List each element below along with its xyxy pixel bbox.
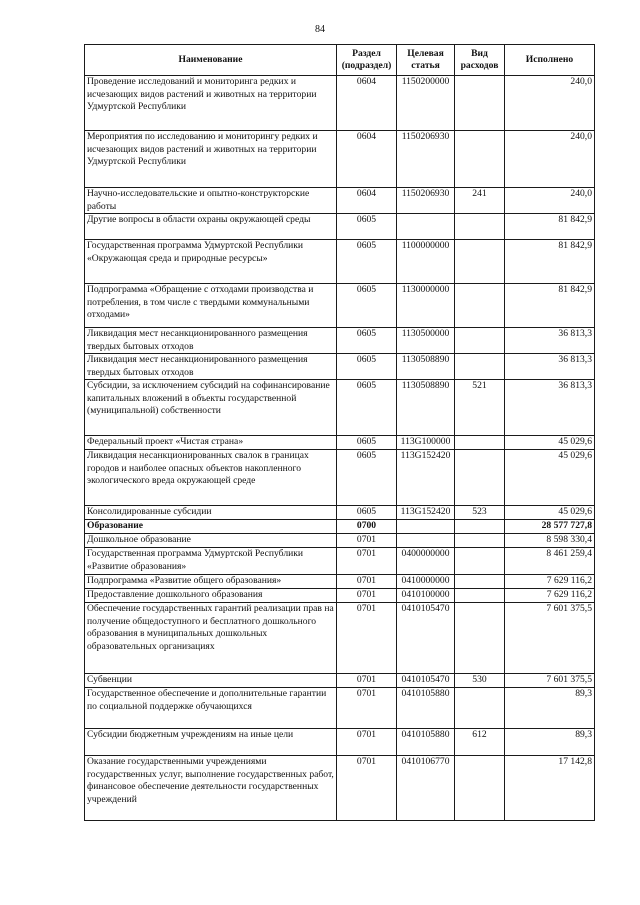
row-name: Ликвидация мест несанкционированного размещения твердых бытовых отходов bbox=[85, 328, 337, 354]
row-section: 0701 bbox=[337, 756, 397, 821]
row-section: 0605 bbox=[337, 436, 397, 450]
row-name: Научно-исследовательские и опытно-конструкторские работы bbox=[85, 188, 337, 214]
row-name: Государственная программа Удмуртской Республики «Окружающая среда и природные ресурсы» bbox=[85, 240, 337, 284]
row-kind bbox=[455, 240, 505, 284]
row-name: Подпрограмма «Развитие общего образования» bbox=[85, 575, 337, 589]
row-article: 0410105880 bbox=[397, 688, 455, 729]
row-name: Государственное обеспечение и дополнительные гарантии по социальной поддержке обучающихся bbox=[85, 688, 337, 729]
table-row bbox=[85, 520, 595, 534]
row-section: 0700 bbox=[337, 520, 397, 534]
row-value: 45 029,6 bbox=[505, 436, 595, 450]
row-article: 1130500000 bbox=[397, 328, 455, 354]
row-value: 8 598 330,4 bbox=[505, 534, 595, 548]
row-section: 0605 bbox=[337, 380, 397, 436]
table-row bbox=[85, 548, 595, 575]
row-name: Дошкольное образование bbox=[85, 534, 337, 548]
row-kind bbox=[455, 688, 505, 729]
row-section: 0604 bbox=[337, 131, 397, 188]
row-value: 36 813,3 bbox=[505, 380, 595, 436]
row-kind bbox=[455, 756, 505, 821]
row-value: 17 142,8 bbox=[505, 756, 595, 821]
column-header-section: Раздел (подраздел) bbox=[337, 45, 397, 76]
table-row bbox=[85, 729, 595, 756]
page-number: 84 bbox=[315, 24, 325, 35]
row-kind: 241 bbox=[455, 188, 505, 214]
row-section: 0605 bbox=[337, 328, 397, 354]
table-row bbox=[85, 354, 595, 380]
row-section: 0701 bbox=[337, 729, 397, 756]
row-kind bbox=[455, 548, 505, 575]
row-kind bbox=[455, 284, 505, 328]
table-row bbox=[85, 240, 595, 284]
row-kind bbox=[455, 436, 505, 450]
row-value: 36 813,3 bbox=[505, 354, 595, 380]
row-article bbox=[397, 520, 455, 534]
column-header-kind: Вид расходов bbox=[455, 45, 505, 76]
row-article: 0410105880 bbox=[397, 729, 455, 756]
column-header-value: Исполнено bbox=[505, 45, 595, 76]
row-name: Субвенции bbox=[85, 674, 337, 688]
row-value: 81 842,9 bbox=[505, 240, 595, 284]
row-section: 0701 bbox=[337, 534, 397, 548]
row-value: 81 842,9 bbox=[505, 284, 595, 328]
row-kind bbox=[455, 214, 505, 240]
row-value: 81 842,9 bbox=[505, 214, 595, 240]
row-section: 0701 bbox=[337, 674, 397, 688]
row-name: Консолидированные субсидии bbox=[85, 506, 337, 520]
row-value: 8 461 259,4 bbox=[505, 548, 595, 575]
row-article: 0410000000 bbox=[397, 575, 455, 589]
table-row bbox=[85, 328, 595, 354]
row-value: 240,0 bbox=[505, 188, 595, 214]
row-article: 1130508890 bbox=[397, 380, 455, 436]
row-article: 1150200000 bbox=[397, 76, 455, 131]
row-section: 0605 bbox=[337, 214, 397, 240]
table-row bbox=[85, 575, 595, 589]
row-value: 36 813,3 bbox=[505, 328, 595, 354]
table-row bbox=[85, 674, 595, 688]
row-name: Предоставление дошкольного образования bbox=[85, 589, 337, 603]
row-article: 0400000000 bbox=[397, 548, 455, 575]
row-name: Обеспечение государственных гарантий реализации прав на получение общедоступного и бесплатного дошкольного образования в муниципальных дошкольных образовательных организациях bbox=[85, 603, 337, 674]
row-kind: 612 bbox=[455, 729, 505, 756]
row-value: 28 577 727,8 bbox=[505, 520, 595, 534]
table-row bbox=[85, 534, 595, 548]
row-section: 0604 bbox=[337, 188, 397, 214]
budget-table bbox=[84, 44, 595, 821]
row-section: 0701 bbox=[337, 688, 397, 729]
row-name: Субсидии бюджетным учреждениям на иные цели bbox=[85, 729, 337, 756]
table-row bbox=[85, 603, 595, 674]
row-name: Ликвидация несанкционированных свалок в границах городов и наиболее опасных объектов накопленного экологического вреда окружающей среде bbox=[85, 450, 337, 506]
row-kind bbox=[455, 354, 505, 380]
row-value: 7 601 375,5 bbox=[505, 674, 595, 688]
table-row bbox=[85, 589, 595, 603]
row-name: Подпрограмма «Обращение с отходами производства и потребления, в том числе с твердыми коммунальными отходами» bbox=[85, 284, 337, 328]
row-article: 1130508890 bbox=[397, 354, 455, 380]
row-value: 7 629 116,2 bbox=[505, 575, 595, 589]
table-header-row bbox=[85, 45, 595, 76]
table-row bbox=[85, 756, 595, 821]
table-row bbox=[85, 284, 595, 328]
row-value: 45 029,6 bbox=[505, 506, 595, 520]
row-kind bbox=[455, 575, 505, 589]
table-row bbox=[85, 214, 595, 240]
row-section: 0701 bbox=[337, 575, 397, 589]
row-name: Мероприятия по исследованию и мониторингу редких и исчезающих видов растений и животных на территории Удмуртской Республики bbox=[85, 131, 337, 188]
row-value: 45 029,6 bbox=[505, 450, 595, 506]
row-name: Образование bbox=[85, 520, 337, 534]
row-article: 0410100000 bbox=[397, 589, 455, 603]
table-row bbox=[85, 188, 595, 214]
row-article: 1150206930 bbox=[397, 131, 455, 188]
row-name: Ликвидация мест несанкционированного размещения твердых бытовых отходов bbox=[85, 354, 337, 380]
row-value: 7 629 116,2 bbox=[505, 589, 595, 603]
table-row bbox=[85, 688, 595, 729]
table-row bbox=[85, 436, 595, 450]
row-section: 0605 bbox=[337, 354, 397, 380]
row-kind bbox=[455, 603, 505, 674]
table-row bbox=[85, 76, 595, 131]
row-kind bbox=[455, 520, 505, 534]
row-section: 0605 bbox=[337, 240, 397, 284]
row-article bbox=[397, 214, 455, 240]
row-kind bbox=[455, 450, 505, 506]
row-value: 240,0 bbox=[505, 131, 595, 188]
row-value: 89,3 bbox=[505, 688, 595, 729]
row-value: 7 601 375,5 bbox=[505, 603, 595, 674]
row-section: 0605 bbox=[337, 506, 397, 520]
row-section: 0701 bbox=[337, 548, 397, 575]
row-article: 1100000000 bbox=[397, 240, 455, 284]
row-article: 0410105470 bbox=[397, 674, 455, 688]
row-name: Другие вопросы в области охраны окружающей среды bbox=[85, 214, 337, 240]
row-value: 89,3 bbox=[505, 729, 595, 756]
row-kind bbox=[455, 534, 505, 548]
row-name: Государственная программа Удмуртской Республики «Развитие образования» bbox=[85, 548, 337, 575]
row-value: 240,0 bbox=[505, 76, 595, 131]
row-name: Проведение исследований и мониторинга редких и исчезающих видов растений и животных на территории Удмуртской Республики bbox=[85, 76, 337, 131]
table-row bbox=[85, 450, 595, 506]
row-kind: 521 bbox=[455, 380, 505, 436]
table-row bbox=[85, 380, 595, 436]
row-section: 0605 bbox=[337, 284, 397, 328]
row-section: 0701 bbox=[337, 589, 397, 603]
row-kind bbox=[455, 589, 505, 603]
row-article: 113G152420 bbox=[397, 450, 455, 506]
row-section: 0605 bbox=[337, 450, 397, 506]
row-article: 0410106770 bbox=[397, 756, 455, 821]
row-kind bbox=[455, 131, 505, 188]
row-section: 0701 bbox=[337, 603, 397, 674]
row-kind: 523 bbox=[455, 506, 505, 520]
row-article: 1130000000 bbox=[397, 284, 455, 328]
row-kind: 530 bbox=[455, 674, 505, 688]
column-header-article: Целевая статья bbox=[397, 45, 455, 76]
row-name: Оказание государственными учреждениями государственных услуг, выполнение государственных работ, финансовое обеспечение деятельности государственных учреждений bbox=[85, 756, 337, 821]
row-section: 0604 bbox=[337, 76, 397, 131]
row-article: 113G100000 bbox=[397, 436, 455, 450]
row-name: Федеральный проект «Чистая страна» bbox=[85, 436, 337, 450]
row-article: 1150206930 bbox=[397, 188, 455, 214]
row-kind bbox=[455, 328, 505, 354]
table-row bbox=[85, 131, 595, 188]
row-article: 113G152420 bbox=[397, 506, 455, 520]
row-article: 0410105470 bbox=[397, 603, 455, 674]
column-header-name: Наименование bbox=[85, 45, 337, 76]
table-row bbox=[85, 506, 595, 520]
row-name: Субсидии, за исключением субсидий на софинансирование капитальных вложений в объекты государственной (муниципальной) собственности bbox=[85, 380, 337, 436]
row-kind bbox=[455, 76, 505, 131]
row-article bbox=[397, 534, 455, 548]
